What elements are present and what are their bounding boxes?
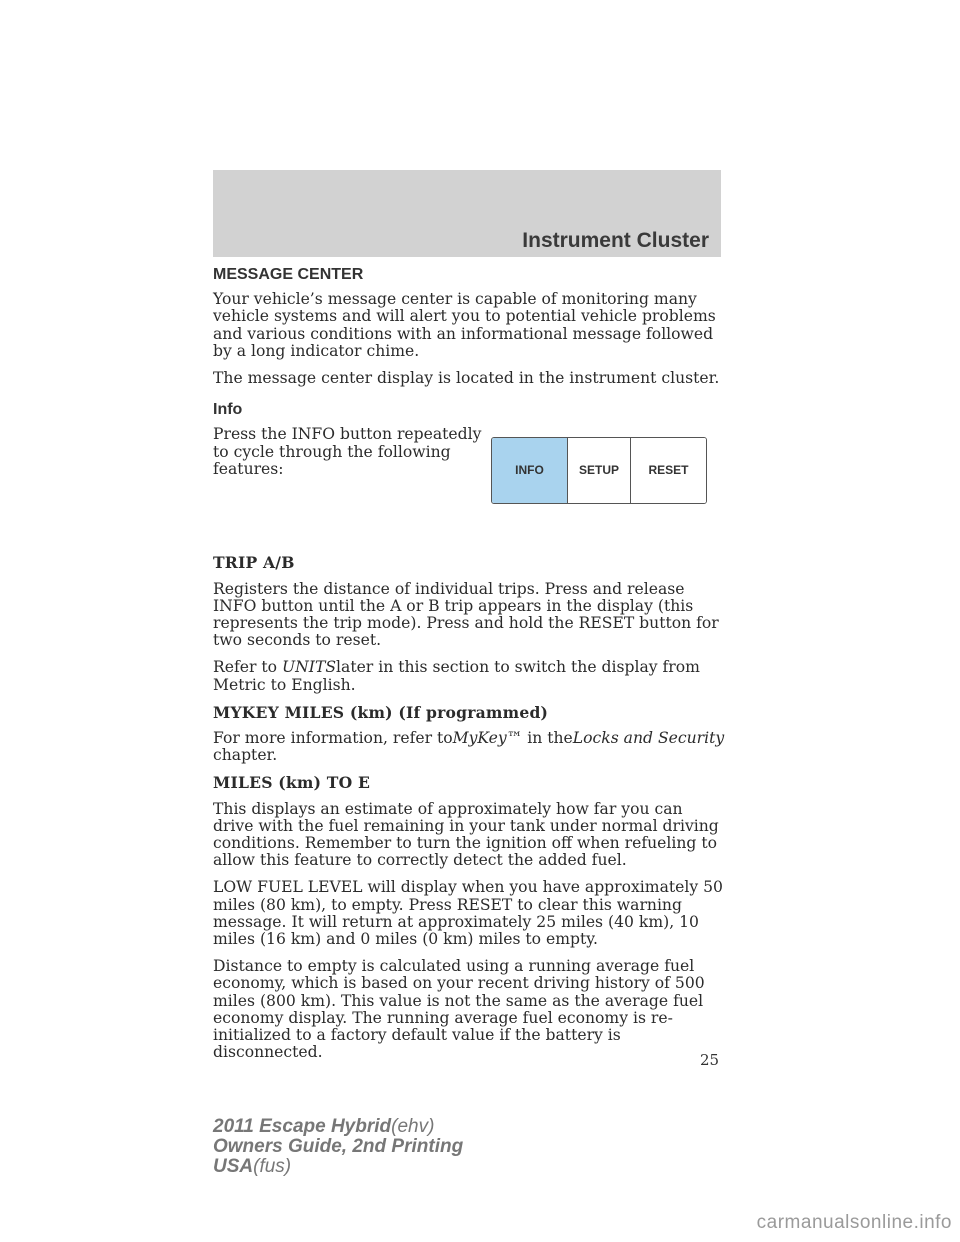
page-content	[213, 266, 725, 1072]
reset-button: RESET	[631, 438, 706, 503]
miles-paragraph-1: This displays an estimate of approximately how far you can drive with the fuel remaining in your tank under normal driving conditions. Remember to turn the ignition off when refueling to allow this feature to correctly detect the added fuel.	[213, 799, 719, 870]
miles-paragraph-3: Distance to empty is calculated using a running average fuel economy, which is based on your recent driving history of 500 miles (800 km). This value is not the same as the average fuel economy display. The running average fuel economy is re-initialized to a factory default value if the battery is disconnected.	[213, 957, 705, 1062]
footer-model-code: (ehv)	[391, 1116, 435, 1137]
mykey-text-mid: in the	[522, 729, 573, 748]
units-text-post: later in this section to switch the display from Metric to English.	[213, 658, 700, 694]
mykey-text-post: chapter.	[213, 746, 278, 765]
setup-button: SETUP	[568, 438, 631, 503]
info-button: INFO	[492, 438, 568, 503]
units-link-text: UNITS	[282, 658, 337, 677]
footer-line-2: Owners Guide, 2nd Printing	[213, 1136, 464, 1157]
page-number: 25	[700, 1051, 720, 1069]
watermark-text: carmanualsonline.info	[756, 1212, 952, 1233]
mykey-ref: MyKey™	[452, 729, 523, 748]
footer-line-3	[213, 1157, 463, 1177]
footer-imprint	[213, 1117, 463, 1177]
mykey-paragraph	[213, 730, 725, 764]
location-paragraph: The message center display is located in the instrument cluster.	[213, 369, 720, 388]
footer-model: 2011 Escape Hybrid	[213, 1116, 392, 1137]
units-paragraph	[213, 659, 725, 693]
section-heading: MESSAGE CENTER	[213, 266, 364, 283]
intro-paragraph: Your vehicle’s message center is capable of monitoring many vehicle systems and will alert you to potential vehicle problems and various conditions with an informational message followed by a long indicator chime.	[213, 290, 716, 360]
footer-market-code: (fus)	[253, 1156, 292, 1177]
info-block	[213, 426, 725, 554]
info-heading: Info	[213, 401, 243, 419]
footer-line-1	[213, 1117, 463, 1137]
mykey-heading: MYKEY MILES (km) (If programmed)	[213, 702, 549, 722]
mykey-text-pre: For more information, refer to	[213, 729, 453, 748]
message-center-button-panel	[491, 437, 707, 504]
trip-heading: TRIP A/B	[213, 553, 295, 573]
header-bar	[213, 170, 721, 257]
chapter-title: Instrument Cluster	[522, 229, 709, 252]
footer-market: USA	[213, 1156, 254, 1177]
units-text-pre: Refer to	[213, 658, 282, 677]
info-paragraph: Press the INFO button repeatedly to cycle through the following features:	[213, 425, 482, 478]
trip-paragraph: Registers the distance of individual trips. Press and release INFO button until the A or B trip appears in the display (this represents the trip mode). Press and hold the RESET button for two seconds to reset.	[213, 579, 719, 650]
miles-paragraph-2: LOW FUEL LEVEL will display when you have approximately 50 miles (80 km), to empty. Press RESET to clear this warning message. It will return at approximately 25 miles (40 km), 10 miles (16 km) and 0 miles (0 km) miles to empty.	[213, 878, 723, 949]
miles-heading: MILES (km) TO E	[213, 773, 371, 793]
locks-security-ref: Locks and Security	[572, 729, 725, 748]
